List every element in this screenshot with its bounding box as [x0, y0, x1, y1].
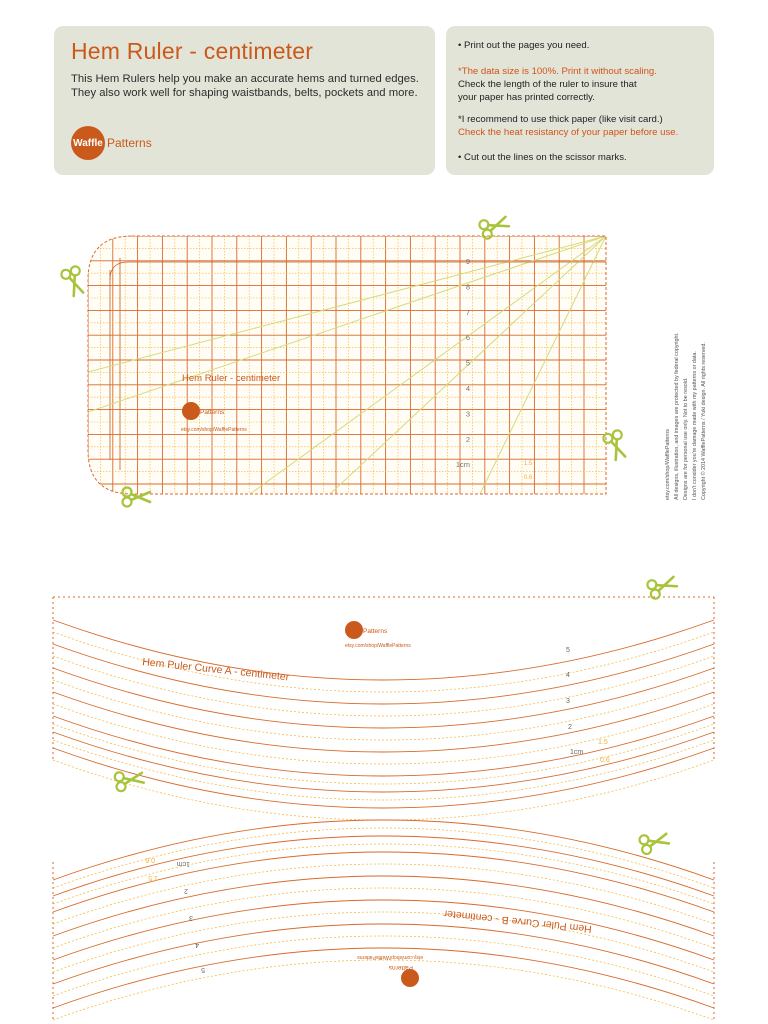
scissors-icon	[114, 768, 144, 791]
ruler-grid	[88, 236, 606, 494]
ruler-scale-label: 9	[465, 257, 470, 266]
scissors-icon	[646, 573, 678, 600]
scissors-icon	[60, 265, 87, 297]
scissors-icon	[639, 829, 670, 854]
copyright-line: Designs are for personal use only. Not to be resold.	[683, 377, 689, 500]
logo-mark: Waffle	[71, 126, 105, 160]
copyright-line: etsy.com/shop/WafflePatterns	[665, 429, 671, 500]
ruler-scale-label: 4	[465, 384, 470, 393]
hem-ruler	[88, 236, 606, 494]
curve-a-logo-word: Patterns	[363, 628, 388, 635]
copyright-line: I don't consider you're damage made with my patterns or data.	[692, 351, 698, 500]
ruler-url: etsy.com/shop/WafflePatterns	[181, 427, 247, 433]
ruler-scale-label: 6	[465, 333, 470, 343]
curve-b-label: 1.5	[148, 874, 158, 881]
ruler-scale-label: 3	[465, 409, 470, 419]
ruler-scale-label: 1cm	[455, 460, 470, 470]
copyright-line: All designs, illustration, and images are protected by federal copyright.	[674, 332, 680, 500]
instruction-line: • Cut out the lines on the scissor marks.	[458, 152, 627, 163]
ruler-scale-label: 2	[465, 434, 470, 444]
instruction-line: *I recommend to use thick paper (like visit card.)	[458, 114, 663, 125]
curve-b-label: 1cm	[176, 860, 190, 867]
curve-b-title: Hem Puler Curve B - centimeter	[443, 907, 593, 935]
warning-line: Check the heat resistancy of your paper before use.	[458, 127, 679, 138]
ruler-scale-label: 5	[465, 358, 470, 368]
instruction-line: • Print out the pages you need.	[458, 40, 590, 51]
curve-a-label: 3	[566, 698, 570, 705]
curve-a-label: 5	[566, 647, 570, 654]
ruler-small-label: 0.6	[523, 475, 533, 481]
curve-b-label: 0.6	[145, 856, 155, 863]
ruler-scale-label: 8	[465, 282, 470, 292]
hem-curve-b	[53, 820, 714, 1020]
curve-a-label: 2	[568, 724, 572, 731]
ruler-scale-label: 7	[465, 307, 470, 317]
ruler-logo-word: Patterns	[200, 409, 225, 416]
ruler-logo	[182, 402, 200, 420]
copyright-line: Copyright © 2014 WafflePatterns / Yuki design. All rights reserved.	[701, 342, 707, 500]
curve-b-logo-word: Patterns	[388, 964, 413, 971]
hem-curve-a	[53, 597, 714, 820]
curve-a-label: 1.5	[598, 739, 608, 746]
instruction-line: your paper has printed correctly.	[458, 92, 595, 103]
curve-a-url: etsy.com/shop/WafflePatterns	[345, 643, 411, 649]
logo-word: Patterns	[107, 136, 152, 150]
curve-b-url: etsy.com/shop/WafflePatterns	[357, 954, 423, 960]
intro-line: This Hem Rulers help you make an accurate hems and turned edges.	[71, 73, 419, 85]
curve-a-label: 1cm	[570, 749, 584, 756]
curve-b-label: 2	[184, 887, 188, 894]
curve-b-label: 5	[201, 966, 205, 973]
instruction-line: Check the length of the ruler to insure that	[458, 79, 637, 90]
scissors-icon	[602, 429, 629, 461]
curve-b-label: 3	[189, 914, 193, 921]
ruler-title: Hem Ruler - centimeter	[182, 373, 281, 384]
warning-line: *The data size is 100%. Print it without scaling.	[458, 66, 657, 77]
ruler-small-label: 1.5	[523, 461, 533, 467]
curve-a-title: Hem Puler Curve A - centimeter	[141, 656, 290, 684]
intro-line: They also work well for shaping waistbands, belts, pockets and more.	[71, 87, 418, 99]
curve-b-label: 4	[195, 941, 199, 948]
curve-a-logo	[345, 621, 363, 639]
curve-a-label: 0.6	[600, 757, 610, 764]
curve-a-label: 4	[566, 672, 570, 679]
page-title: Hem Ruler - centimeter	[71, 38, 314, 64]
